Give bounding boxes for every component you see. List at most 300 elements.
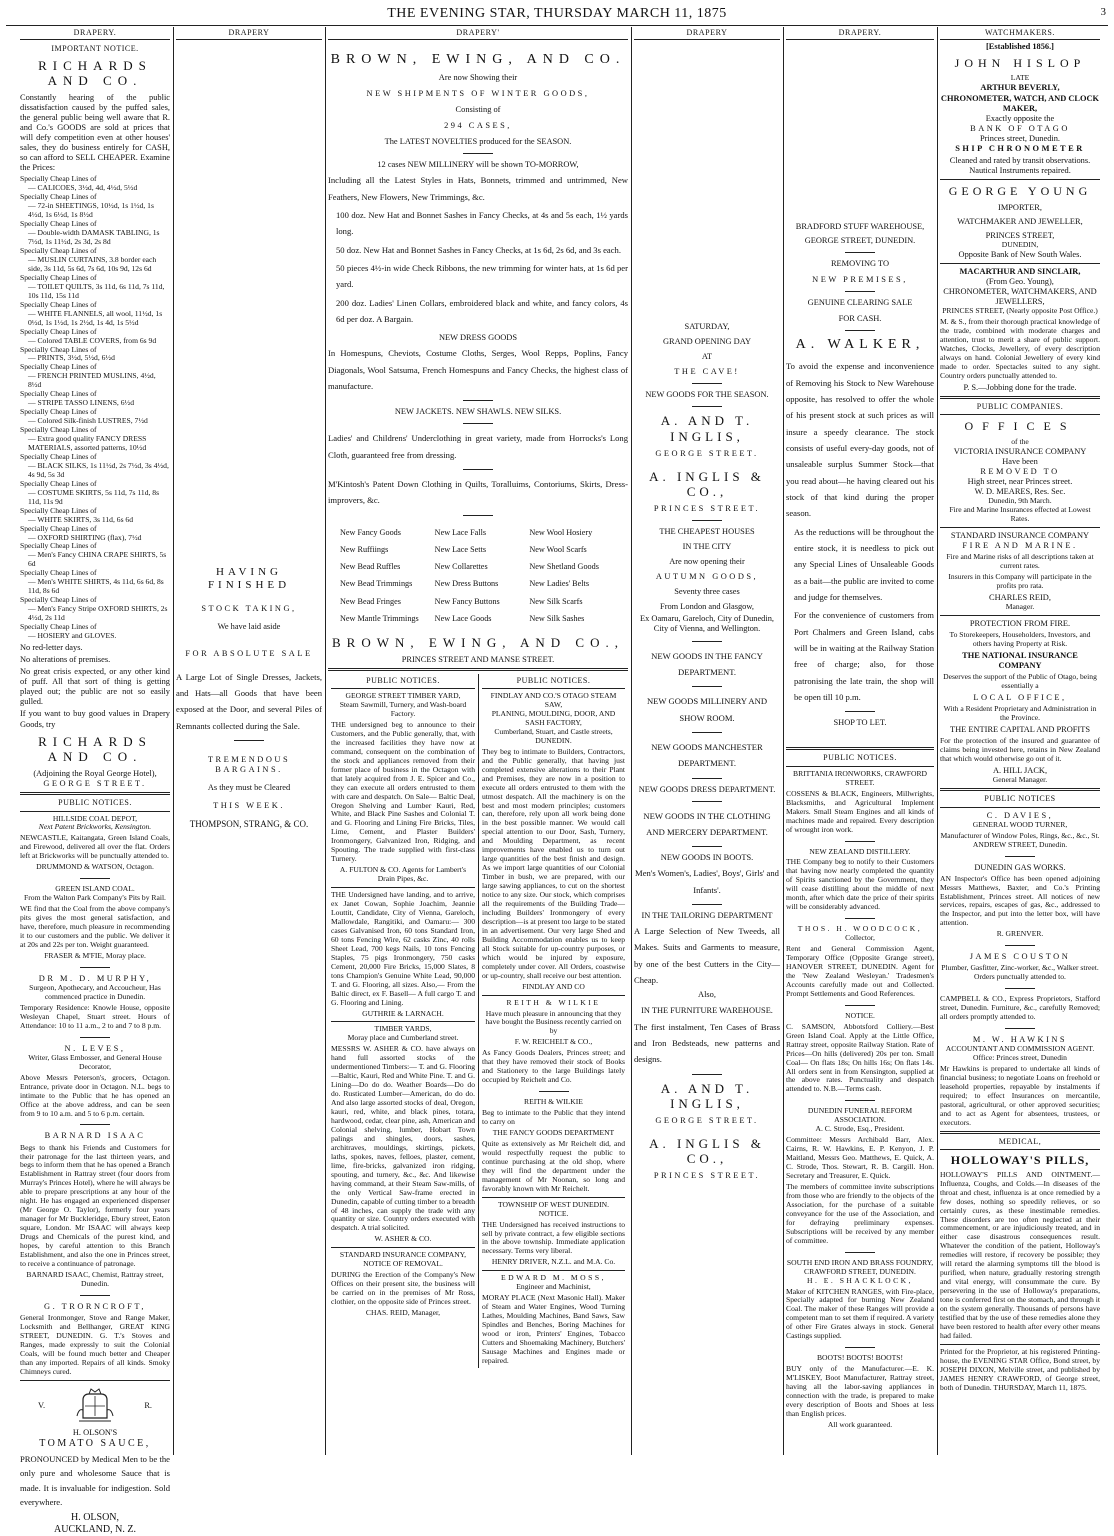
column-4 [634,42,780,1456]
macarthur-ps: P. S.—Jobbing done for the trade. [963,382,1077,392]
underclothing: Ladies' and Childrens' Underclothing in great variety, made from Horrocks's Long Cloth, guaranteed free from dressing. [328,433,628,460]
funeral-body: The members of committee invite subscriptions from those who are friendly to the objects of the Association, for the purchase of a suitable conveyance for the use of the Association, and for defraying preliminary expenses. Subscriptions will be received by any member of committee. [786,1182,934,1245]
divider [463,423,493,424]
thompson-strang-signature: THOMPSON, STRANG, & CO. [189,819,309,830]
price-list-label: Specially Cheap Lines of [20,505,97,515]
divider [463,469,493,470]
young-watchmaker: WATCHMAKER AND JEWELLER, [957,216,1083,226]
mkintosh-clothing: M'Kintosh's Patent Down Clothing in Quilts, Toralluims, Contoriums, Skirts, Dress-improvers, &c. [328,479,628,506]
grid-item: New Lace Falls [434,527,487,537]
township-body: THE Undersigned has received instructions to sell by private contract, a few eligible sections in the above township. Immediate application necessary. Terms very liberal. [482,1219,625,1256]
hawkins-title: ACCOUNTANT AND COMMISSION AGENT. [945,1044,1095,1054]
leves-subheading: Writer, Glass Embosser, and General House Decorator, [28,1052,162,1071]
price-list-label: Specially Cheap Lines of [20,389,97,399]
laid-aside: We have laid aside [217,622,281,632]
price-list-item: — PRINTS, 3½d, 5½d, 6½d [28,353,115,363]
price-list-item: — STRIPE TASSO LINENS, 6½d [28,398,134,408]
isaac-body: Begs to thank his Friends and Customers for their patronage for the last thirteen years, and begs to inform them that he has opened a Branch Establishment in Rattray street (four doors from Murray's Princes Hotel), where he will always be able to prepare prescriptions at any hour of the night. He has engaged an experienced dispenser (Mr George O. Taylor), formerly four years manager for Mr Buckleridge, Ebury street, Eaton square, London. Mr ISAAC will always keep Drugs and Chemicals of the purest kind, and hopes, by careful attention to this Branch Establishment, and also the one in Princes street, to receive a continuance of patronage. [20,1142,170,1268]
arrival-body: THE Undersigned have landing, and to arrive, ex Janet Cowan, Sophie Joachim, Jeannie Louttit, Candidate, City of Vienna, Gareloch, Mallowdale, Rangitiki, and Oamaru:— 300 cases Galvanised Iron, 60 tons Standard Iron, 60 tons Fencing Wire, 62 casks Zinc, 40 rolls Sheet Lead, 700 kegs Nails, 10 tons Fencing Staples, 75 pigs Ironmongery, 750 casks Cement, 20,000 Fire Bricks, 15,000 Slates, 8 tons Champion's Genuine White Lead, 90,000 T. and G. Flooring, all sizes. Also,— From the Baltic direct, ex F. Basell— A full cargo T. and G. Flooring and Lining. [331,890,475,1007]
macarthur-from: (From Geo. Young), [986,276,1054,286]
now-opening: Are now opening their [669,557,745,567]
fire-marine-risks: Fire and Marine risks of all descriptions taken at current rates. [946,552,1094,571]
for-cash: FOR CASH. [838,314,882,324]
new-goods-season: NEW GOODS FOR THE SEASON. [645,390,769,400]
hillside-heading: HILLSIDE COAL DEPOT, [52,813,138,823]
check-ribbons: 50 pieces 4½-in wide Check Ribbons, the new trimming for winter hats, at 1s 6d per yard. [336,262,628,290]
findlay-body: They beg to intimate to Builders, Contractors, and the Public generally, that having just completed extensive alterations to their Plant and Premises, they are now in a position to execute all orders entrusted to them with the utmost despatch. All the machinery is on the best and most modern principles; customers can, therefore, rely upon all work being done in the best possible manner. We would call special attention to our Door, Sash, Turnery, and Moulding Department, as recent improvements have enabled us to turn out large quantities of the best finish and design. As we import large quantities of our Colonial Timber in bush, we are prepared, with our large sawing appliances, to cut on the shortest notice to any size. Our stock, which comprises all the requirements of the Building Trade—including Builders' Ironmongery of every description—is at present too large to be stated in an advertisement. Our very large Shed and Building Accommodation enables us to keep all Stock suitable for up-country purposes, or which would be injured by exposure, completely under cover. All Orders, coastwise or up-country, shall receive our best attention. [482,746,625,980]
crest-letter-v: V. [38,1400,46,1410]
gas-works-body: AN Inspector's Office has been opened adjoining Messrs Matthews, Baxter, and Co.'s Printing Establishment, Princes street. All notices of new services, repairs, escapes of gas, &c., addressed to the Inspector, and put into the letter box, will have attention. [940,873,1100,928]
column-head-drapery-2: DRAPERY [176,28,322,40]
crest-letter-r: R. [144,1400,152,1410]
dress-department: NEW GOODS DRESS DEPARTMENT. [638,784,776,794]
divider [80,1124,110,1125]
shacklock-body: Maker of KITCHEN RANGES, with Fire-place, Specially adapted for burning New Zealand Coal. The maker of these Ranges will provide a competent man to set them if required. A variety of other Fire Grates always in stock. General Castings supplied. [786,1286,934,1341]
hawkins-office: Office: Princes street, Dunedin [973,1053,1067,1063]
column-3 [328,42,628,1456]
township-signature: HENRY DRIVER, N.Z.L. and M.A. Co. [491,1257,616,1267]
murphy-subheading: Surgeon, Apothecary, and Accoucheur, Has commenced practice in Dunedin. [29,982,161,1001]
south-end-heading: SOUTH END IRON AND BRASS FOUNDRY, CRAWFORD STREET, DUNEDIN. [786,1257,934,1276]
column-head-drapery-3: DRAPERY' [328,28,628,40]
established: [Established 1856.] [986,42,1054,51]
reith-wilkie-subheading: Have much pleasure in announcing that they have bought the Business recently carried on by [485,1008,622,1036]
price-list-item: — MUSLIN CURTAINS, 3.8 border each side, 3s 11d, 5s 6d, 7s 6d, 10s 9d, 12s 6d [28,254,157,273]
findlay-address: Cumberland, Stuart, and Castle streets, DUNEDIN. [494,726,613,745]
medical-heading: MEDICAL, [998,1136,1042,1146]
grid-item: New Ruffiings [340,544,389,554]
national-deserves: Deserves the support of the Public of Otago, being essentially a [943,672,1097,691]
dress-goods-heading: NEW DRESS GOODS [438,333,518,343]
entire-capital-body: For the protection of the insured and guarantee of claims being invested here, retains in New Zealand that which would otherwise go out of it. [940,736,1100,763]
hawkins-heading: M. W. HAWKINS [972,1035,1068,1045]
richards-adjoining: (Adjoining the Royal George Hotel), [33,768,157,778]
grid-item: New Fancy Buttons [434,596,500,606]
isaac-signature: BARNARD ISAAC, Chemist, Rattray street, Dunedin. [26,1269,164,1288]
george-street-2: GEORGE STREET. [655,1115,759,1125]
manchester-department: NEW GOODS MANCHESTER DEPARTMENT. [651,741,763,769]
column-head-watchmakers: WATCHMAKERS. [940,28,1100,40]
column-rule [173,27,174,1455]
price-list-item: — CALICOES, 3½d, 4d, 4½d, 5½d [28,183,138,193]
column-6 [940,42,1100,1456]
cleaned-rated: Cleaned and rated by transit observations. Nautical Instruments repaired. [949,155,1091,176]
price-list-label: Specially Cheap Lines of [20,425,97,435]
insurers-participate: Insurers in this Company will participate in the profits pro rata. [948,572,1092,590]
gst-timber-heading: GEORGE STREET TIMBER YARD, [345,691,461,701]
grid-item: New Ladies' Belts [529,579,590,589]
princes-dunedin: Princes street, Dunedin. [979,133,1060,143]
royal-crest-row [20,1384,170,1428]
gas-works-signature: R. GRENVER. [996,929,1044,939]
price-list-label: Specially Cheap Lines of [20,299,97,309]
walker-body-2: As the reductions will be throughout the entire stock, it is needless to pick out any Special Lines of Unsaleable Goods as a bait—the public are invited to come and judge for themselves. [794,526,934,602]
olson-signature-name: H. OLSON, [70,1512,120,1524]
price-list-item: — FRENCH PRINTED MUSLINS, 4½d, 8½d [28,371,156,390]
boots-guarantee: All work guaranteed. [827,1419,893,1429]
grid-item: New Silk Sashes [529,613,585,623]
at: AT [701,352,713,362]
page-mark: 3 [1100,6,1106,18]
divider [463,515,493,516]
richards-street: GEORGE STREET. [43,778,147,788]
public-notices-heading: PUBLIC NOTICES. [58,797,132,807]
george-street: GEORGE STREET. [655,448,759,458]
green-island-heading: GREEN ISLAND COAL. [55,884,135,894]
grand-opening: GRAND OPENING DAY [662,337,752,347]
price-list-label: Specially Cheap Lines of [20,407,97,417]
printer-imprint: Printed for the Proprietor, at his registered Printing-house, the EVENING STAR Office, Bond street, by JOSEPH DIXON, Melville street, and published by JAMES HENRY CRAWFORD, of George street, both of Dunedin. THURSDAY, March 11, 1875. [940,1346,1100,1392]
price-list-item: — BLACK SILKS, 1s 11½d, 2s 7½d, 3s 4½d, 4s 9d, 5s 3d [28,460,169,479]
leves-heading: N. LEVES, [64,1043,126,1053]
reichelt-name: F. W. REICHELT & CO., [514,1037,593,1047]
gst-timber-body: THE undersigned beg to announce to their Customers, and the Public generally, that, with the increased facilities they have now at command, consequent on the combination of the stock and appliances removed from their former place of business in the Octagon with that lately acquired from J. E. Spicer and Co., they can execute all orders entrusted to them with care and despatch. On Sale— Baltic Deal, Oregon Shelving and Lumber Kauri, Red, White, and Black Pine Sashes and Colonial T. and G. Flooring and Lining Fire Bricks, Tiles, Lime, Cement, and Plaster Builders' Ironmongery, Galvanized Iron, Ridging, and Spouting. The trade supplied with first-class Turnery. [331,719,475,864]
tailoring-body: A Large Selection of New Tweeds, all Makes. Suits and Garments to measure, by one of the best Cutters in the City—Cheap. [634,926,780,986]
public-notices-heading: PUBLIC NOTICES. [823,753,897,763]
meares-signature: W. D. MEARES, Res. Sec. [974,487,1066,497]
price-list-item: — Men's Fancy CHINA CRAPE SHIRTS, 5s 6d [28,550,167,569]
davies-trade: GENERAL WOOD TURNER, [972,819,1068,829]
shacklock-heading: H. E. SHACKLOCK, [806,1275,914,1285]
important-notice-heading: IMPORTANT NOTICE. [51,44,139,53]
new-premises: NEW PREMISES, [812,275,908,285]
price-list-label: Specially Cheap Lines of [20,272,97,282]
column-head-drapery-4: DRAPERY [634,28,780,40]
new-millinery: 12 cases NEW MILLINERY will be shown TO-MORROW, [377,160,579,170]
murphy-heading: DR M. D. MURPHY, [38,973,152,983]
clothing-department: NEW GOODS IN THE CLOTHING AND MERCERY DEPARTMENT. [643,810,771,837]
macarthur-address: PRINCES STREET, (Nearly opposite Post Office.) [942,306,1098,316]
price-list-item: — Men's Fancy Stripe OXFORD SHIRTS, 2s 4½d, 2s 11d [28,604,168,623]
hillside-signature: DRUMMOND & WATSON, Octagon. [36,862,154,872]
grid-item: New Wool Hosiery [529,527,593,537]
grid-item: New Bead Fringes [340,596,401,606]
divider [20,1380,170,1381]
inglis-princes-heading: A. INGLIS & CO., [649,468,765,500]
cases-count: 294 CASES, [444,121,512,131]
young-importer: IMPORTER, [998,202,1042,212]
chronometer-maker: CHRONOMETER, WATCH, AND CLOCK MAKER, [940,93,1100,113]
national-insurance: THE NATIONAL INSURANCE COMPANY [962,650,1078,671]
couston-body: Plumber, Gasfitter, Zinc-worker, &c., Walker street. Orders punctually attended to. [941,963,1099,982]
divider [20,792,170,795]
price-list-item: — 72-in SHEETINGS, 10½d, 1s 1½d, 1s 4½d, 1s 6½d, 1s 8½d [28,201,154,220]
grid-item: New Lace Goods [434,613,492,623]
walker-body-3: For the convenience of customers from Port Chalmers and Green Island, cabs will be in waiting at the Railway Station free of charge; also, for those patronising the late train, the shop will be open till 10 p.m. [794,610,934,702]
macarthur-trades: CHRONOMETER, WATCHMAKERS, AND JEWELLERS, [943,286,1097,307]
protection-heading: PROTECTION FROM FIRE. [969,618,1071,628]
dress-goods-body: In Homespuns, Cheviots, Costume Cloths, Serges, Wool Repps, Poplins, Fancy Diagonals, Wool Satsuma, French Homespuns and Fancy Checks, the highest class of manufacture. [328,348,628,391]
richards-no-red-letter: No red-letter days. [20,642,83,652]
price-list-label: Specially Cheap Lines of [20,595,97,605]
column-rule [631,27,632,1455]
price-list-item: — WHITE FLANNELS, all wool, 11½d, 1s 0½d, 1s 1½d, 1s 2½d, 1s 4d, 1s 5½d [28,308,163,327]
local-office: LOCAL OFFICE, [973,693,1067,703]
sashes-100: 100 doz. New Hat and Bonnet Sashes in Fancy Checks, at 4s and 5s each, 1½ yards long. [336,209,628,237]
millinery-department: NEW GOODS MILLINERY AND SHOW ROOM. [646,696,768,723]
tremendous-bargains: TREMENDOUS BARGAINS. [207,754,291,774]
public-notices-block [328,674,628,1368]
fancy-goods-heading: THE FANCY GOODS DEPARTMENT [492,1127,615,1137]
public-notices-heading: PUBLIC NOTICES. [366,675,440,685]
gst-timber-subheading: Steam Sawmill, Turnery, and Wash-board Factory. [339,700,467,718]
new-goods-boots: NEW GOODS IN BOOTS. [660,853,754,863]
britannia-heading: BRITTANIA IRONWORKS, CRAWFORD STREET. [793,768,927,787]
fire-and-marine: FIRE AND MARINE. [962,541,1078,551]
price-list-label: Specially Cheap Lines of [20,344,97,354]
richards-firm-name: RICHARDS AND CO. [38,57,152,89]
richards-price-list [20,175,170,641]
this-week: THIS WEEK. [213,801,285,811]
davies-heading: C. DAVIES, [986,810,1054,820]
divider [80,878,110,879]
grid-item: New Lace Setts [434,544,487,554]
findlay-heading: FINDLAY AND CO.'S OTAGO STEAM SAW, [490,691,617,710]
divider [234,740,264,741]
victoria-insurance: VICTORIA INSURANCE COMPANY [953,446,1087,456]
price-list-item: — TOILET QUILTS, 3s 11d, 6s 11d, 7s 11d, 10s 11d, 15s 11d [28,281,165,300]
price-list-label: Specially Cheap Lines of [20,478,97,488]
britannia-body: COSSENS & BLACK, Engineers, Millwrights, Blacksmiths, and Agricultural Implement Makers. Small Steam Engines and all kinds of machines made and repaired. Every description of wrought iron work. [786,788,934,834]
price-list-item: — HOSIERY and GLOVES. [28,631,117,641]
from-london: From London and Glasgow, [660,602,754,612]
inglis-george-heading: A. AND T. INGLIS, [660,413,754,444]
brown-ewing-address: PRINCES STREET AND MANSE STREET. [401,654,555,664]
the-cave: THE CAVE! [674,367,740,377]
header-rule [6,25,1108,26]
divider [80,1295,110,1296]
township-subheading: NOTICE. [538,1208,569,1218]
richards-no-crisis: No great crisis expected, or any other kind of puff. All that sort of thing is getting played out; the public are not so easily gulled. [20,667,170,707]
timber-yards-signature: W. ASHER & CO. [374,1234,432,1244]
reid-signature: CHARLES REID, [989,592,1051,602]
divider [20,811,170,812]
price-list-label: Specially Cheap Lines of [20,451,97,461]
moss-subheading: Engineer and Machinist, [516,1282,591,1292]
standard-insurance-body: DURING the Erection of the Company's New Offices on their present site, the business will be carried on in the premises of Mr Ross, clothier, on the opposite side of Princes street. [331,1270,475,1307]
olson-heading: H. OLSON'S [72,1427,118,1437]
olson-signature-place: AUCKLAND, N. Z. [54,1524,136,1536]
young-dunedin: DUNEDIN, [1001,239,1039,249]
macarthur-body: M. & S., from their thorough practical knowledge of the trade, combined with moderate charges and attention, trust to merit a share of public support. Watches, Clocks, Jewellery, of every description always on hand. Colonial Jewellery of every kind made to order. Spectacles suited to any sight. Country orders punctually attended to. [940,317,1100,380]
public-notices-heading: PUBLIC NOTICES [984,793,1056,803]
latest-novelties: The LATEST NOVELTIES produced for the SEASON. [384,137,572,147]
walker-heading: A. WALKER, [795,337,925,353]
consisting-of: Consisting of [455,104,501,114]
entire-capital: THE ENTIRE CAPITAL AND PROFITS [950,725,1090,735]
holloway-pills-body: HOLLOWAY'S PILLS AND OINTMENT.—Influenza, Coughs, and Colds.—In diseases of the throat and chest, influenza is at once remedied by a few doses, nothing so speedily relieves, or so certainly cures, as these inestimable remedies. These disorders are too often neglected at their commencement, or are injudiciously treated, and in either case disastrous consequences result. Whatever the condition of the patient, Holloway's remedies will restore, if recovery be possible; they will retard the alarming symptoms till the blood is purified, when nature, gradually restoring strength and vital energy, will consummate the cure. By persevering in the use of Holloway's preparations, tone is conferred first on the stomach, and through it on the system generally. Thousands of persons have testified that by the use of these remedies alone they have been restored to health after every other means had failed. [940,1169,1100,1340]
hillside-subheading: Next Patent Brickworks, Kensington. [38,822,152,832]
davies-body: Manufacturer of Window Poles, Rings, &c., &c., St. ANDREW STREET, Dunedin. [940,830,1100,849]
jack-title: General Manager. [992,775,1048,785]
ship-chronometer: SHIP CHRONOMETER [955,143,1085,153]
column-rule [325,27,326,1455]
timber-yards-body: MESSRS W. ASHER & CO. have always on hand full assorted stocks of the undermentioned Timbers:— T. and G. Flooring—Baltic, Kauri, Red and White Pine. T. and G. Lining—Do do do. Weather Boards—Do do do. Rusticated Lumber—American, do do do. And also large assorted stocks of deal, Oregon, kauri, red, white, and black pines, totara, hardwood, cedar, clear pine, ash, American and Colonial shelving, lumber, Hobart Town palings and shingles, doors, sashes, architraves, mouldings, skirtings, pickets, laths, spokes, naves, felloes, plaster, cement, lime, fire-bricks, galvanized iron ridging, spouting, and turnery, &c., &c. And likewise having command, at their Steam Saw-mills, of the only Vertical Saw-frame erected in Dunedin, capable of cutting timber to a breadth of 48 inches, can supply the trade with any quantity or size. Country orders executed with despatch. A trial solicited. [331,1044,475,1233]
gst-timber-signature: A. FULTON & CO. Agents for Lambert's Drain Pipes, &c. [339,865,467,884]
grid-item: New Silk Scarfs [529,596,583,606]
price-list-item: — Extra good quality FANCY DRESS MATERIALS, assorted patterns, 10½d [28,434,147,452]
bradford-address: GEORGE STREET, DUNEDIN. [804,236,916,246]
grid-item: New Shetland Goods [529,562,599,572]
standard-insurance-heading: STANDARD INSURANCE COMPANY [950,530,1090,540]
trorncroft-body: General Ironmonger, Stove and Range Maker, Locksmith and Bellhanger, GREAT KING STREET, DUNEDIN. G. T.'s Stoves and Ranges, made expressly to suit the Colonial Coals, will be found much better and Cheaper than any imported. Repairs of all kinds. Smoky Chimneys cured. [20,1312,170,1376]
price-list-item: — Men's WHITE SHIRTS, 4s 11d, 6s 6d, 8s 11d, 8s 6d [28,577,164,596]
boots-body: BUY only of the Manufacturer.—E. K. M'LISKEY, Boot Manufacturer, Rattray street, having all the labor-saving appliances in connection with the trade, is prepared to make every description of Boots and Shoes at less than English prices. [786,1364,934,1418]
holloway-pills-heading: HOLLOWAY'S PILLS, [950,1153,1090,1168]
price-list-label: Specially Cheap Lines of [20,622,97,632]
price-list-item: — Double-width DAMASK TABLING, 1s 7½d, 1s 11½d, 2s 3d, 2s 8d [28,228,160,247]
removed-to: REMOVED TO [980,466,1060,476]
inglis-george-heading-2: A. AND T. INGLIS, [660,1080,754,1112]
saturday: SATURDAY, [684,322,730,331]
inglis-princes-heading-2: A. INGLIS & CO., [649,1135,765,1167]
bradford-heading: BRADFORD STUFF WAREHOUSE, [795,222,925,231]
township-heading: TOWNSHIP OF WEST DUNEDIN. [497,1199,610,1209]
hillside-body: NEWCASTLE, Kaitangata, Green Island Coals, and Firewood, delivered all over the flat. Orders left at Brickworks will be punctually attended to. [20,833,170,861]
price-list-label: Specially Cheap Lines of [20,326,97,336]
price-list-item: — WHITE SKIRTS, 3s 11d, 6s 6d [28,514,134,524]
furniture-heading: IN THE FURNITURE WAREHOUSE. [641,1006,773,1016]
divider [463,153,493,154]
macarthur-heading: MACARTHUR AND SINCLAIR, [959,266,1081,276]
price-list-item: — Colored TABLE COVERS, from 6s 9d [28,335,157,345]
findlay-signature: FINDLAY AND CO [522,981,585,991]
fancy-goods-body: Quite as extensively as Mr Reichelt did, and would respectfully request the public to continue purchasing at the old shop, where they will find the department under the management of Mr Noonan, so long and favorably known with Mr Reichelt. [482,1138,625,1193]
jackets-shawls-silks: NEW JACKETS. NEW SHAWLS. NEW SILKS. [394,407,562,417]
tailoring-heading: IN THE TAILORING DEPARTMENT [641,910,773,920]
column-head-drapery-5: DRAPERY. [786,28,934,40]
column-5 [786,42,934,1456]
public-notices-right [478,674,628,1368]
price-list-item: — COSTUME SKIRTS, 5s 11d, 7s 11d, 8s 11d, 11s 9d [28,487,160,506]
shop-to-let: SHOP TO LET. [833,718,887,728]
protection-audience: To Storekeepers, Householders, Investors, and others having Property at Risk. [949,630,1091,649]
stock-taking: STOCK TAKING, [201,604,297,614]
new-goods-grid [340,524,616,627]
removing-to: REMOVING TO [830,259,890,269]
column-rule [937,27,938,1455]
green-island-subheading: From the Walton Park Company's Pits by Rail. [24,893,166,903]
richards-firm-name-2: RICHARDS AND CO. [38,733,152,765]
also: Also, [698,990,716,1000]
olson-title: TOMATO SAUCE, [39,1437,151,1449]
of-the: of the [1011,436,1029,446]
price-list-label: Specially Cheap Lines of [20,219,97,229]
column-rule [783,27,784,1455]
winter-shipments: NEW SHIPMENTS OF WINTER GOODS, [366,88,590,98]
grid-item: New Mantle Trimmings [340,613,419,623]
standard-insurance-signature: CHAS. REID, Manager, [365,1308,441,1318]
linen-collars: 200 doz. Ladies' Linen Collars, embroidered black and white, and fancy colors, 4s 6d per doz. A Bargain. [336,297,628,324]
boots-heading: BOOTS! BOOTS! BOOTS! [816,1353,904,1363]
absolute-sale-body: A Large Lot of Single Dresses, Jackets, and Hats—all Goods that have been exposed at the Door, and several Piles of Remnants collected during the Sale. [176,671,322,731]
price-list-item: — OXFORD SHIRTING (flax), 7½d [28,532,142,542]
price-list-label: Specially Cheap Lines of [20,362,97,372]
price-list-label: Specially Cheap Lines of [20,523,97,533]
grid-item: New Fancy Goods [340,527,401,537]
divider [463,400,493,401]
meares-date: Dunedin, 9th March. [988,496,1052,506]
distillery-heading: NEW ZEALAND DISTILLERY. [809,846,911,856]
having-finished-heading: HAVING FINISHED [207,566,291,592]
divider [80,1037,110,1038]
green-island-signature: FRASER & M'FIE, Moray place. [44,950,146,960]
millinery-details: Including all the Latest Styles in Hats, Bonnets, trimmed and untrimmed, New Feathers, New Flowers, New Trimmings, &c. [328,175,628,202]
have-been: Have been [1002,456,1038,466]
hawkins-body: Mr Hawkins is prepared to undertake all kinds of financial business; to negotiate Loans on freehold or leasehold properties, repayable by instalments if required; to effect Insurances on mercantile, pastoral, agricultural, or other approved securities; and to act as Agent for absentees, trustees, or executors. [940,1064,1100,1127]
reith-wilkie-signature: REITH & WILKIE [524,1097,583,1107]
price-list-label: Specially Cheap Lines of [20,568,97,578]
price-list-item: — Colored Silk-finish LUSTRES, 7½d [28,416,148,426]
young-princes: PRINCES STREET, [985,230,1055,240]
campbell-body: CAMPBELL & CO., Express Proprietors, Stafford street, Dunedin. Furniture, &c., carefully Removed; all orders promptly attended to. [940,994,1100,1022]
divider [328,668,628,671]
woodcock-body: Rent and General Commission Agent, Temporary Office (Opposite Grange street), HANOVER STREET, DUNEDIN. Agent for the 'New Zealand Wesleyan.' Tradesmen's Accounts carefully made out and Collected. Prompt Settlements and Good References. [786,944,934,998]
richards-no-alterations: No alterations of premises. [20,655,111,665]
reith-wilkie-heading: REITH & WILKIE [506,997,601,1007]
fancy-department: NEW GOODS IN THE FANCY DEPARTMENT. [651,650,763,677]
price-list-label: Specially Cheap Lines of [20,174,97,184]
absolute-sale: FOR ABSOLUTE SALE [185,648,313,658]
leves-body: Above Messrs Peterson's, grocers, Octagon. Entrance, private door in Octagon. N.L. begs to intimate to the Public that he has opened an Office at the above address, and can be seen from 9 to 10 a.m. and 5 to 6 p.m. certain. [20,1072,170,1118]
richards-intro: Constantly hearing of the public dissatisfaction caused by the puffed sales, the general public being well aware that R. and Co.'s GOODS are sold at prices that will defy competition even at other houses' sales, they do business entirely for CASH, so can afford to SELL CHEAPER. Examine the Prices: [20,92,170,173]
resident-proprietary: With a Resident Proprietary and Administration in the Province. [943,704,1097,723]
ships-list: Ex Oamaru, Gareloch, City of Dunedin, City of Vienna, and Wellington. [640,614,774,634]
cheapest-houses: THE CHEAPEST HOUSES [659,526,755,536]
timber-yards-subheading: Moray place and Cumberland street. [347,1033,459,1043]
column-1 [20,42,170,1536]
funeral-president: A. C. Strode, Esq., President. [815,1124,905,1134]
young-heading: GEORGE YOUNG [948,184,1092,199]
woodcock-heading: THOS. H. WOODCOCK, [797,924,923,934]
royal-crest-icon [75,1388,115,1424]
public-companies-heading: PUBLIC COMPANIES. [976,401,1064,411]
murphy-body: Temporary Residence: Knowle House, opposite Wesleyan Chapel, Stuart street. Hours of Attendance: 10 to 11 a.m., 2 to and 7 to 8 p.m. [20,1002,170,1030]
public-notices-left [328,674,478,1368]
samson-body: C. SAMSON, Abbotsford Colliery.—Best Green Island Coal. Apply at the Little Office, Rattray street, opposite Railway Station. Rate of Prices—On hills (delivered) 20s per ton. Small Coal— On flats 18s; On hills 16s; On flats 14s. All orders sent in from Kensington, supplied at the above rates. Punctuality and despatch attended to. N.B.—Terms cash. [786,1021,934,1094]
reith-wilkie-body: As Fancy Goods Dealers, Princes street; and that they have removed their stock of Books and Stationery to the large Buildings lately occupied by Reichelt and Co. [482,1048,625,1085]
divider [80,967,110,968]
sashes-50: 50 doz. New Hat and Bonnet Sashes in Fancy Checks, at 1s 6d, 2s 6d, and 3s each. [336,244,621,255]
column-head-drapery-1: DRAPERY. [20,28,170,40]
price-list-label: Specially Cheap Lines of [20,192,97,202]
public-notices-heading: PUBLIC NOTICES. [516,675,591,685]
arrival-signature: GUTHRIE & LARNACH. [362,1008,444,1018]
must-be-cleared: As they must be Cleared [207,783,291,793]
standard-insurance-subheading: NOTICE OF REMOVAL. [363,1259,443,1269]
couston-heading: JAMES COUSTON [969,952,1071,962]
timber-yards-heading: TIMBER YARDS, [374,1024,432,1034]
isaac-heading: BARNARD ISAAC [44,1131,146,1141]
masthead: THE EVENING STAR, THURSDAY MARCH 11, 1875 [387,6,727,21]
moss-heading: EDWARD M. MOSS, [500,1273,606,1283]
price-list-label: Specially Cheap Lines of [20,541,97,551]
moss-body: MORAY PLACE (Next Masonic Hall). Maker of Steam and Water Engines, Wood Turning Lathes, Moulding Machines, Band Saws, Saw Spindles and Benches, Boring Machines for wood or iron, Printers' Engines, Tobacco Cutters and Shoemaking Machinery, Butchers' Sausage Machines and Engines made or repaired. [482,1293,625,1365]
notice-heading: NOTICE. [845,1010,875,1020]
reith-wilkie-intimate: Beg to intimate to the Public that they intend to carry on [482,1108,625,1127]
seventy-three-cases: Seventy three cases [674,587,740,597]
richards-try: If you want to buy good values in Drapery Goods, try [20,709,170,729]
fire-marine-rates: Fire and Marine Insurances effected at Lowest Rates. [949,505,1091,524]
trorncroft-heading: G. TRORNCROFT, [44,1301,146,1311]
princes-street: PRINCES STREET. [653,503,761,513]
reid-manager: Manager. [1005,602,1035,612]
in-the-city: IN THE CITY [682,542,732,551]
funeral-heading: DUNEDIN FUNERAL REFORM ASSOCIATION. [807,1106,913,1125]
funeral-committee: Committee: Messrs Archibald Barr, Alex. Cairns, R. W. Hawkins, E. P. Kenyon, J. P. Maitland, Messrs Geo. Matthews, E. Quick, A. C. Strode, Thos. Stewart, R. B. Cargill. Hon. Secretary and Treasurer, E. Quick. [786,1135,934,1181]
autumn-goods: AUTUMN GOODS, [655,572,759,582]
grid-item: New Collarettes [434,562,488,572]
